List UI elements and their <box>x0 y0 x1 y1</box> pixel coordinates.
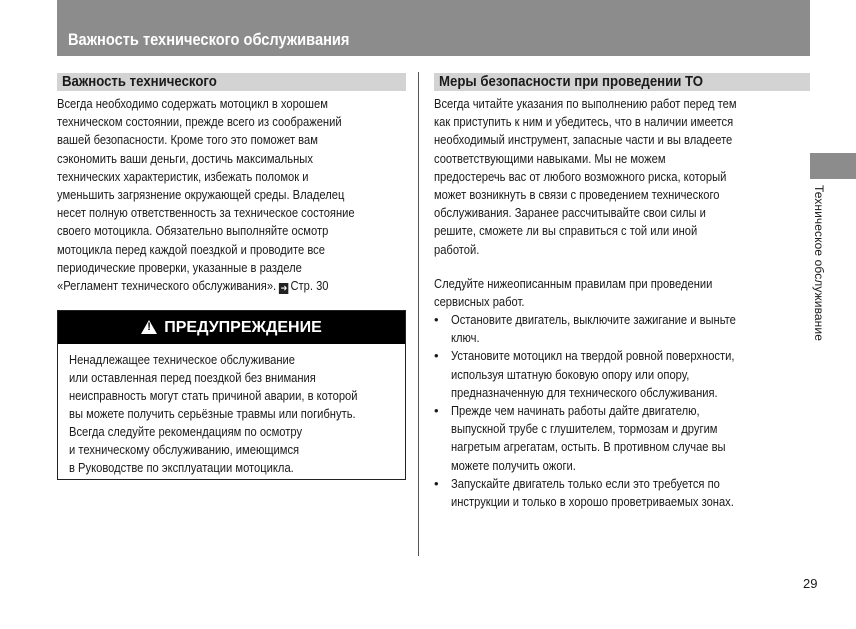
warning-line: неисправность могут стать причиной аварии, в которой <box>69 388 358 403</box>
warning-title: ПРЕДУПРЕЖДЕНИЕ <box>164 319 322 336</box>
body-line: несет полную ответственность за техническое состояние <box>57 205 355 221</box>
body-line: Следуйте нижеописанным правилам при проведении <box>434 276 713 291</box>
list-item: • Установите мотоцикл на твердой ровной поверхности, используя штатную боковую опору или опору, предназначенную для технического обслуживания. <box>434 348 735 400</box>
warning-line: в Руководстве по эксплуатации мотоцикла. <box>69 460 294 475</box>
left-section-body <box>57 95 403 295</box>
column-divider <box>418 72 419 556</box>
page-reference-arrow-icon: ➔ <box>280 283 288 294</box>
warning-triangle-icon <box>141 320 157 334</box>
body-line: решите, сможете ли вы справиться с той или иной <box>434 223 698 239</box>
body-line: соответствующими навыками. Мы не можем <box>434 150 666 166</box>
warning-line: Всегда следуйте рекомендациям по осмотру <box>69 424 303 439</box>
body-line: работой. <box>434 241 480 257</box>
rules-intro <box>434 275 758 311</box>
body-line: технических характеристик, избежать поломок и <box>57 168 309 184</box>
page-reference-link[interactable]: Стр. 30 <box>290 278 329 294</box>
page-number: 29 <box>803 576 818 591</box>
body-line: уменьшить загрязнение окружающей среды. Владелец <box>57 187 345 203</box>
body-line-with-ref: «Регламент технического обслуживания». ➔ Стр. 30 <box>57 278 329 294</box>
body-line: сэкономить ваши деньги, достичь максимальных <box>57 150 313 166</box>
section-tab-label: Техническое обслуживание <box>812 185 826 341</box>
body-line: предостеречь вас от любого возможного риска, который <box>434 168 727 184</box>
body-line: может возникнуть в связи с проведением технического <box>434 187 720 203</box>
body-line: мотоцикла перед каждой поездкой и проводите все <box>57 241 325 257</box>
list-item: • Запускайте двигатель только если это требуется по инструкции и только в хорошо проветриваемых зонах. <box>434 475 734 510</box>
body-line: периодические проверки, указанные в разделе <box>57 259 302 275</box>
section-tab <box>810 153 856 179</box>
warning-line: и техническому обслуживанию, имеющимся <box>69 442 300 457</box>
warning-header <box>58 311 405 344</box>
body-line: вашей безопасности. Кроме того это поможет вам <box>57 132 318 148</box>
body-line: необходимый инструмент, запасные части и вы владеете <box>434 132 733 148</box>
body-line: как приступить к ним и убедитесь, что в наличии имеется <box>434 114 734 130</box>
right-section-heading: Меры безопасности при проведении ТО <box>434 73 810 91</box>
bullet-icon: • <box>434 475 439 491</box>
bullet-icon: • <box>434 348 439 364</box>
list-item: • Остановите двигатель, выключите зажигание и выньте ключ. <box>434 312 736 346</box>
warning-line: вы можете получить серьёзные травмы или погибнуть. <box>69 406 356 421</box>
bullet-icon: • <box>434 312 439 327</box>
bullet-icon: • <box>434 403 439 419</box>
warning-line: Ненадлежащее техническое обслуживание <box>69 352 296 367</box>
list-item: • Прежде чем начинать работы дайте двигателю, выпускной трубе с глушителем, тормозам и другим нагретым агрегатам, остыть. В противном случае вы можете получить ожоги. <box>434 403 726 473</box>
warning-line: или оставленная перед поездкой без внимания <box>69 370 316 385</box>
body-line: обслуживания. Заранее рассчитывайте свои силы и <box>434 205 706 221</box>
body-line: своего мотоцикла. Обязательно выполняйте осмотр <box>57 223 329 239</box>
rules-list <box>434 311 782 511</box>
body-line: техническом состоянии, прежде всего из соображений <box>57 114 342 130</box>
body-line: сервисных работ. <box>434 294 525 310</box>
body-line: Всегда необходимо содержать мотоцикл в хорошем <box>57 96 328 111</box>
right-section-body <box>434 95 786 259</box>
warning-body <box>69 351 405 477</box>
warning-box <box>57 310 406 480</box>
left-section-heading: Важность технического <box>57 73 406 91</box>
body-line: Всегда читайте указания по выполнению работ перед тем <box>434 96 737 111</box>
page-title: Важность технического обслуживания <box>68 30 350 49</box>
